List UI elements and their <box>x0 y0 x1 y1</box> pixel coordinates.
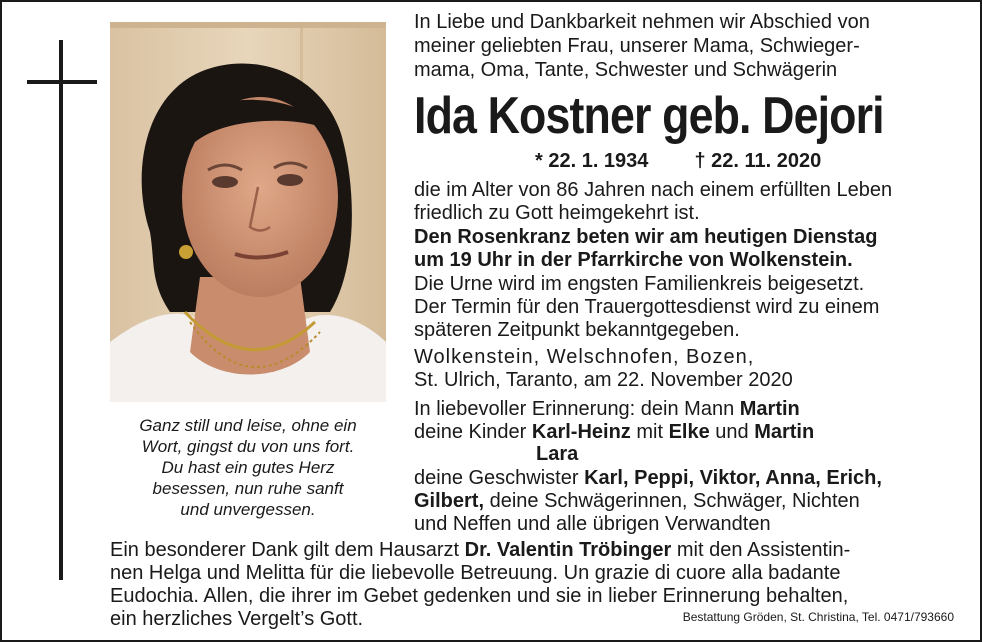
mourner-name: Martin <box>754 421 815 443</box>
portrait-photo <box>110 22 386 402</box>
mourners-text: deine Schwägerinnen, Schwäger, Nichten <box>484 490 860 512</box>
places-line: Wolkenstein, Welschnofen, Bozen, <box>414 346 755 368</box>
mourner-name: Martin <box>739 398 800 420</box>
notes-line: Der Termin für den Trauergottesdienst wird zu einem <box>414 296 880 318</box>
body-line: friedlich zu Gott heimgekehrt ist. <box>414 202 700 224</box>
death-date: † 22. 11. 2020 <box>694 150 822 172</box>
mourner-name: Lara <box>536 443 579 465</box>
notes-line: späteren Zeitpunkt bekanntgegeben. <box>414 319 740 341</box>
thanks-text: mit den Assistentin- <box>671 539 851 561</box>
poem-line: besessen, nun ruhe sanft <box>152 479 344 498</box>
mourners-text: In liebevoller Erinnerung: dein Mann <box>414 398 740 420</box>
life-dates <box>535 150 867 173</box>
rosary-line: Den Rosenkranz beten wir am heutigen Dienstag <box>414 226 878 248</box>
poem-line: Wort, gingst du von uns fort. <box>141 437 355 456</box>
mourners-line <box>414 489 860 513</box>
poem-line: und unvergessen. <box>180 500 316 519</box>
notes-line: Die Urne wird im engsten Familienkreis beigesetzt. <box>414 273 865 295</box>
poem-line: Du hast ein gutes Herz <box>161 458 335 477</box>
poem-line: Ganz still und leise, ohne ein <box>139 416 357 435</box>
mourners-text: deine Geschwister <box>414 467 585 489</box>
body-line: die im Alter von 86 Jahren nach einem erfüllten Leben <box>414 179 893 201</box>
funeral-home-credit: Bestattung Gröden, St. Christina, Tel. 0471/793660 <box>682 610 954 624</box>
rosary-line: um 19 Uhr in der Pfarrkirche von Wolkenstein. <box>414 249 853 271</box>
mourner-name: Karl-Heinz <box>531 421 631 443</box>
mourners-line <box>414 466 882 490</box>
thanks-line: ein herzliches Vergelt’s Gott. <box>110 608 364 630</box>
mourners-line <box>414 420 814 444</box>
deceased-name: Ida Kostner geb. Dejori <box>414 87 884 145</box>
intro-line: meiner geliebten Frau, unserer Mama, Schwieger- <box>414 35 860 57</box>
intro-line: In Liebe und Dankbarkeit nehmen wir Abschied von <box>414 11 870 33</box>
mourners-text: deine Kinder <box>414 421 532 443</box>
mourner-names: Karl, Peppi, Viktor, Anna, Erich, <box>584 467 882 489</box>
mourners-line: und Neffen und alle übrigen Verwandten <box>414 513 771 535</box>
mourner-name: Elke <box>668 421 710 443</box>
intro-line: mama, Oma, Tante, Schwester und Schwägerin <box>414 59 838 81</box>
places-line: St. Ulrich, Taranto, am 22. November 2020 <box>414 369 793 391</box>
thanks-text: Ein besonderer Dank gilt dem Hausarzt <box>110 539 465 561</box>
birth-date: * 22. 1. 1934 <box>535 150 649 172</box>
thanks-line: Eudochia. Allen, die ihrer im Gebet gedenken und sie in lieber Erinnerung behalten, <box>110 585 849 607</box>
thanks-line: nen Helga und Melitta für die liebevolle Betreuung. Un grazie di cuore alla badante <box>110 562 841 584</box>
thanks-line <box>110 538 850 562</box>
mourners-line <box>414 397 800 421</box>
mourners-text: mit <box>630 421 669 443</box>
mourners-text: und <box>709 421 755 443</box>
poem <box>110 415 386 520</box>
doctor-name: Dr. Valentin Tröbinger <box>464 539 672 561</box>
mourner-name: Gilbert, <box>414 490 485 512</box>
